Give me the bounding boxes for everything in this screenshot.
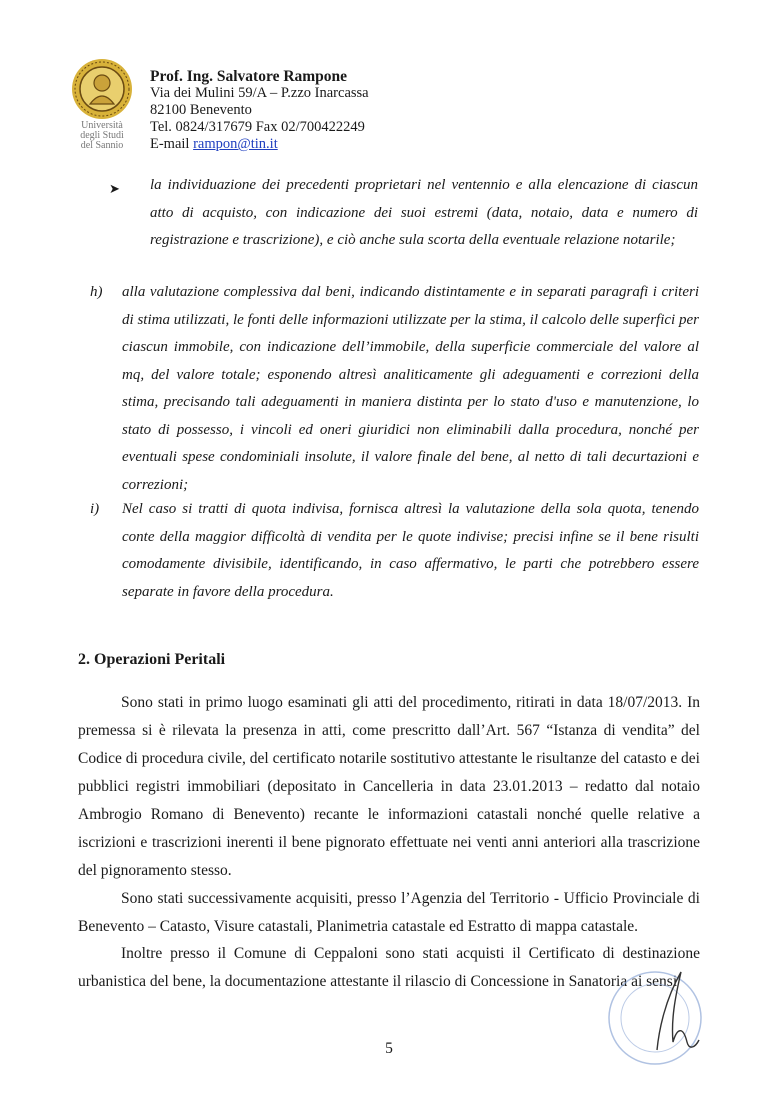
list-item-h <box>90 279 699 499</box>
signature-icon <box>657 972 699 1050</box>
logo-line: del Sannio <box>80 140 124 151</box>
email-label: E-mail <box>150 136 194 152</box>
paragraph: Inoltre presso il Comune di Ceppaloni sono stati acquisti il Certificato di destinazione urbanistica del bene, la documentazione attestante il rilascio di Concessione in Sanatoria ai sensi <box>78 945 700 990</box>
logo-line: Università <box>81 120 123 131</box>
university-seal-icon <box>71 58 133 120</box>
university-logo <box>62 58 142 151</box>
logo-line: degli Studi <box>80 130 124 141</box>
paragraph: Sono stati in primo luogo esaminati gli atti del procedimento, ritirati in data 18/07/2013. In premessa si è rilevata la presenza in atti, come prescritto dall’Art. 567 “Istanza di vendita” del Codice di procedura civile, del certificato notarile sostitutivo attestante le risultanze del catasto e dei pubblici registri immobiliari (depositato in Cancelleria in data 23.01.2013 – redatto dal notaio Ambrogio Romano di Benevento) recante le informazioni catastali nonché quelle relative a iscrizioni e trascrizioni inerenti il bene pignorato effettuate nei venti anni anteriori alla trascrizione del pignoramento stesso. <box>78 694 700 879</box>
logo-caption <box>62 121 142 151</box>
item-label: h) <box>90 284 103 300</box>
page-number: 5 <box>385 1040 393 1057</box>
email-line <box>150 136 369 153</box>
postal-city: 82100 Benevento <box>150 102 252 118</box>
phone-fax: Tel. 0824/317679 Fax 02/700422249 <box>150 119 365 135</box>
bullet-text: la individuazione dei precedenti proprietari nel ventennio e alla elencazione di ciascun atto di acquisto, con indicazione dei suoi estremi (data, notaio, data e numero di registrazione e trascrizione), e ciò anche sula scorta della eventuale relazione notarile; <box>150 177 698 248</box>
item-text: Nel caso si tratti di quota indivisa, fornisca altresì la valutazione della sola quota, tenendo conte della maggior difficoltà di vendita per le quote indivise; precisi infine se il bene risulti comodamente divisibile, identificando, in caso affermativo, le parti che potrebbero essere separate in favore della procedura. <box>122 501 699 600</box>
section-heading: 2. Operazioni Peritali <box>78 651 226 668</box>
email-link[interactable]: rampon@tin.it <box>193 136 278 152</box>
author-name: Prof. Ing. Salvatore Rampone <box>150 68 348 85</box>
paragraph: Sono stati successivamente acquisiti, presso l’Agenzia del Territorio - Ufficio Provinciale di Benevento – Catasto, Visure catastali, Planimetria catastale ed Estratto di mappa catastale. <box>78 890 700 935</box>
address-line: Via dei Mulini 59/A – P.zzo Inarcassa <box>150 85 369 101</box>
arrow-bullet-icon: ➤ <box>109 181 120 196</box>
list-item-i <box>90 496 699 606</box>
item-text: alla valutazione complessiva dal beni, indicando distintamente e in separati paragrafi i criteri di stima utilizzati, le fonti delle informazioni utilizzate per la stima, il calcolo delle superfici per ciascun immobile, con indicazione dell’immobile, della superficie commerciale del valore al mq, del valore totale; esponendo altresì analiticamente gli adeguamenti e correzioni della stima, precisando tali adeguamenti in maniera distinta per lo stato d'uso e manutenzione, lo stato di possesso, i vincoli ed oneri giuridici non eliminabili dalla procedura, nonché per eventuali spese condominiali insolute, il valore finale del bene, al netto di tali decurtazioni e correzioni; <box>122 284 699 493</box>
list-bullet-item <box>109 172 698 255</box>
item-label: i) <box>90 501 100 517</box>
letterhead <box>150 68 369 153</box>
